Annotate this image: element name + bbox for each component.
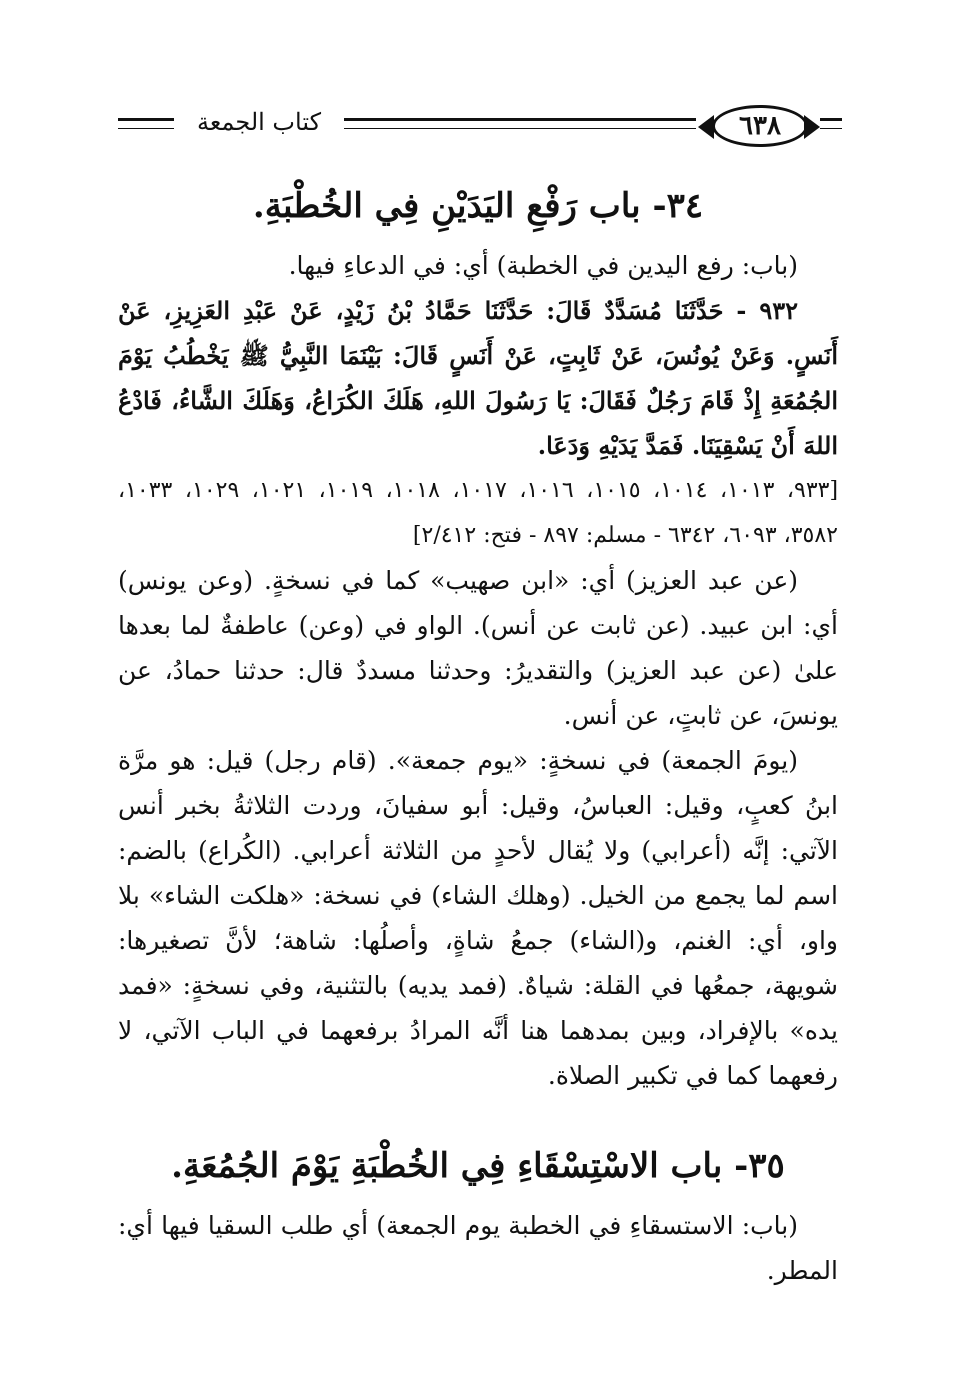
section-35-heading: ٣٥- باب الاسْتِسْقَاءِ فِي الخُطْبَةِ يَوْمَ الجُمُعَةِ. <box>171 1146 785 1186</box>
hadith-932-references: [٩٣٣، ١٠١٣، ١٠١٤، ١٠١٥، ١٠١٦، ١٠١٧، ١٠١٨، ١٠١٩، ١٠٢١، ١٠٢٩، ١٠٣٣، ٣٥٨٢، ٦٠٩٣، ٦٣٤٢ - مسلم: ٨٩٧ - فتح: ٢/٤١٢] <box>118 478 839 548</box>
header-rule-right <box>820 118 842 121</box>
page-number-right-ornament <box>804 115 820 139</box>
header-rule-middle-thin <box>344 128 696 129</box>
header-rule-left-thin <box>118 128 174 129</box>
hadith-932: ٩٣٢ - حَدَّثَنَا مُسَدَّدٌ قَالَ: حَدَّثَنَا حَمَّادُ بْنُ زَيْدٍ، عَنْ عَبْدِ العَزِيزِ، عَنْ أَنَسٍ. وَعَنْ يُونُسَ، عَنْ ثَابِتٍ، عَنْ أَنَسٍ قَالَ: بَيْنَمَا النَّبِيُّ ﷺ يَخْطُبُ يَوْمَ الجُمُعَةِ إِذْ قَامَ رَجُلٌ فَقَالَ: يَا رَسُولَ اللهِ، هَلَكَ الكُرَاعُ، وَهَلَكَ الشَّاءُ، فَادْعُ اللهَ أَنْ يَسْقِيَنَا. فَمَدَّ يَدَيْهِ وَدَعَا. <box>118 296 838 460</box>
section-34-body <box>118 243 838 1098</box>
commentary-paragraph-2: (يومَ الجمعة) في نسخةٍ: «يوم جمعة». (قام رجل) قيل: هو مرَّة ابنُ كعبٍ، وقيل: العباسُ، وقيل: أبو سفيانَ، وردت الثلاثةُ بخبر أنس الآتي: إنَّه (أعرابي) ولا يُقال لأحدٍ من الثلاثة أعرابي. (الكُراع) بالضم: اسم لما يجمع من الخيل. (وهلك الشاء) في نسخة: «هلكت الشاء» بلا واو، أي: الغنم، و(الشاء) جمعُ شاةٍ، وأصلُها: شاهة؛ لأنَّ تصغيرها: شويهة، جمعُها في القلة: شياهٌ. (فمد يديه) بالتثنية، وفي نسخةٍ: «فمد يده» بالإفراد، وبين بمدهما هنا أنَّه المرادُ برفعهما في الباب الآتي، لا رفعهما كما في تكبير الصلاة. <box>118 746 838 1090</box>
page-number: ٦٣٨ <box>712 105 808 147</box>
header-rule-left <box>118 118 174 121</box>
section-35-intro: (باب: الاستسقاءِ في الخطبة يوم الجمعة) أي طلب السقيا فيها أي: المطر. <box>118 1211 838 1285</box>
header-rule-middle <box>344 118 696 121</box>
section-34-heading: ٣٤- باب رَفْعِ اليَدَيْنِ فِي الخُطْبَةِ. <box>252 186 704 226</box>
header-rule-right-thin <box>820 128 842 129</box>
section-34-intro: (باب: رفع اليدين في الخطبة) أي: في الدعاءِ فيها. <box>288 251 798 280</box>
running-title: كتاب الجمعة <box>197 108 321 136</box>
section-35-body <box>118 1203 838 1293</box>
commentary-paragraph-1: (عن عبد العزيز) أي: «ابن صهيب» كما في نسخةٍ. (وعن يونس) أي: ابن عبيد. (عن ثابت عن أنس). الواو في (وعن) عاطفةٌ لما بعدها علىٰ (عن عبد العزيز) والتقديرُ: وحدثنا مسددٌ قال: حدثنا حمادُ، عن يونسَ، عن ثابتٍ، عن أنس. <box>118 566 838 730</box>
